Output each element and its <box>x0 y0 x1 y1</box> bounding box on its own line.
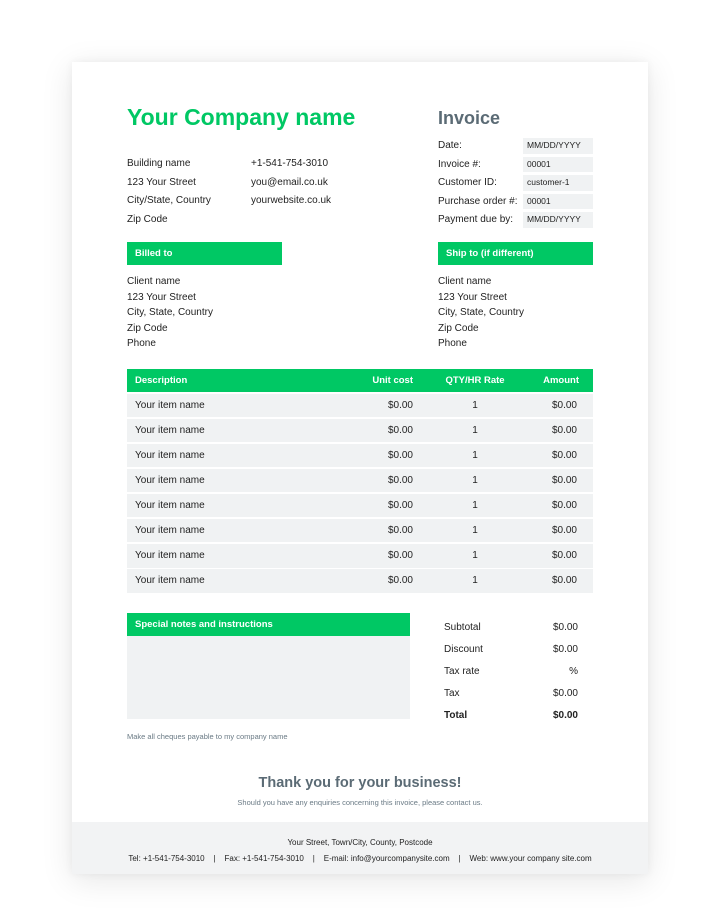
client-line: Zip Code <box>438 322 479 334</box>
item-description[interactable]: Your item name <box>135 450 205 462</box>
client-line: 123 Your Street <box>127 291 196 303</box>
item-amount: $0.00 <box>551 525 577 537</box>
item-description[interactable]: Your item name <box>135 500 205 512</box>
item-description[interactable]: Your item name <box>135 525 205 537</box>
meta-label: Invoice #: <box>438 158 481 170</box>
item-description[interactable]: Your item name <box>135 575 205 587</box>
notes-heading: Special notes and instructions <box>127 613 410 636</box>
item-unit-cost[interactable]: $0.00 <box>387 424 413 436</box>
company-website: yourwebsite.co.uk <box>251 195 332 206</box>
item-amount: $0.00 <box>551 550 577 562</box>
discount-label: Discount <box>444 644 483 655</box>
date-field[interactable]: MM/DD/YYYY <box>523 138 593 154</box>
notes-textarea[interactable] <box>127 636 410 719</box>
client-line: City, State, Country <box>127 307 213 318</box>
total-value: $0.00 <box>552 710 578 721</box>
address-line: 123 Your Street <box>127 176 196 188</box>
meta-label: Customer ID: <box>438 177 497 188</box>
billed-to-details <box>127 274 213 352</box>
enquiry-note: Should you have any enquiries concerning this invoice, please contact us. <box>237 798 483 807</box>
item-amount: $0.00 <box>551 475 577 487</box>
tax-rate-label: Tax rate <box>444 666 480 677</box>
items-table-header <box>127 369 593 392</box>
item-amount: $0.00 <box>551 399 577 411</box>
table-row <box>127 544 593 567</box>
footer <box>72 822 648 874</box>
item-qty[interactable]: 1 <box>472 475 478 487</box>
thank-you-message: Thank you for your business! <box>258 775 462 791</box>
discount-value[interactable]: $0.00 <box>552 644 578 655</box>
item-unit-cost[interactable]: $0.00 <box>387 525 413 537</box>
meta-label: Date: <box>438 140 462 151</box>
item-qty[interactable]: 1 <box>472 575 478 587</box>
item-description[interactable]: Your item name <box>135 424 205 436</box>
address-line: City/State, Country <box>127 195 211 206</box>
item-description[interactable]: Your item name <box>135 399 205 411</box>
company-name: Your Company name <box>127 104 356 130</box>
table-row <box>127 569 593 592</box>
item-qty[interactable]: 1 <box>472 399 478 411</box>
invoice-sheet <box>72 62 648 874</box>
table-row <box>127 419 593 442</box>
table-row <box>127 519 593 542</box>
header-amount: Amount <box>543 375 579 386</box>
client-line: City, State, Country <box>438 307 524 318</box>
header-qty: QTY/HR Rate <box>445 375 505 386</box>
client-line: Phone <box>438 338 467 349</box>
subtotal-label: Subtotal <box>444 622 481 633</box>
tax-rate-value[interactable]: % <box>569 666 578 677</box>
footer-contact-details: Tel: +1-541-754-3010 | Fax: +1-541-754-3010 | E-mail: info@yourcompanysite.com | Web: www.your company site.com <box>128 854 592 863</box>
company-contact <box>251 155 331 211</box>
address-line: Zip Code <box>127 213 168 225</box>
item-amount: $0.00 <box>551 424 577 436</box>
company-email: you@email.co.uk <box>251 176 328 188</box>
item-amount: $0.00 <box>551 575 577 587</box>
item-qty[interactable]: 1 <box>472 424 478 436</box>
item-qty[interactable]: 1 <box>472 550 478 562</box>
table-row <box>127 469 593 492</box>
table-row <box>127 444 593 467</box>
item-unit-cost[interactable]: $0.00 <box>387 399 413 411</box>
item-qty[interactable]: 1 <box>472 525 478 537</box>
client-line: 123 Your Street <box>438 291 507 303</box>
items-table <box>127 369 593 593</box>
header-unit-cost: Unit cost <box>372 375 413 386</box>
item-unit-cost[interactable]: $0.00 <box>387 575 413 587</box>
company-address <box>127 155 211 229</box>
tax-label: Tax <box>444 688 460 699</box>
customer-id-field[interactable]: customer-1 <box>523 175 593 191</box>
tax-value: $0.00 <box>552 688 578 699</box>
header-description: Description <box>135 375 188 386</box>
subtotal-row <box>444 617 578 639</box>
table-row <box>127 394 593 417</box>
client-line: Zip Code <box>127 322 168 334</box>
item-amount: $0.00 <box>551 450 577 462</box>
client-line: Client name <box>438 276 492 287</box>
client-line: Phone <box>127 338 156 349</box>
total-row <box>444 705 578 727</box>
tax-row <box>444 683 578 705</box>
address-line: Building name <box>127 158 191 169</box>
discount-row <box>444 639 578 661</box>
payment-due-field[interactable]: MM/DD/YYYY <box>523 212 593 228</box>
meta-label: Purchase order #: <box>438 195 518 207</box>
client-line: Client name <box>127 276 181 287</box>
invoice-meta-values <box>523 138 593 231</box>
item-description[interactable]: Your item name <box>135 550 205 562</box>
company-phone: +1-541-754-3010 <box>251 158 329 169</box>
invoice-title: Invoice <box>438 108 501 128</box>
totals-block <box>444 617 578 727</box>
item-description[interactable]: Your item name <box>135 475 205 487</box>
item-unit-cost[interactable]: $0.00 <box>387 500 413 512</box>
total-label: Total <box>444 710 468 721</box>
ship-to-heading: Ship to (if different) <box>438 242 593 265</box>
tax-rate-row <box>444 661 578 683</box>
item-unit-cost[interactable]: $0.00 <box>387 475 413 487</box>
billed-to-heading: Billed to <box>127 242 282 265</box>
cheques-note: Make all cheques payable to my company name <box>127 732 288 741</box>
invoice-number-field[interactable]: 00001 <box>523 157 593 173</box>
invoice-meta-labels <box>438 137 518 230</box>
purchase-order-field[interactable]: 00001 <box>523 194 593 210</box>
item-unit-cost[interactable]: $0.00 <box>387 450 413 462</box>
item-amount: $0.00 <box>551 500 577 512</box>
item-qty[interactable]: 1 <box>472 500 478 512</box>
meta-label: Payment due by: <box>438 214 514 225</box>
item-unit-cost[interactable]: $0.00 <box>387 550 413 562</box>
ship-to-details <box>438 274 524 352</box>
item-qty[interactable]: 1 <box>472 450 478 462</box>
table-row <box>127 494 593 517</box>
footer-address: Your Street, Town/City, County, Postcode <box>287 838 433 847</box>
subtotal-value: $0.00 <box>552 622 578 633</box>
